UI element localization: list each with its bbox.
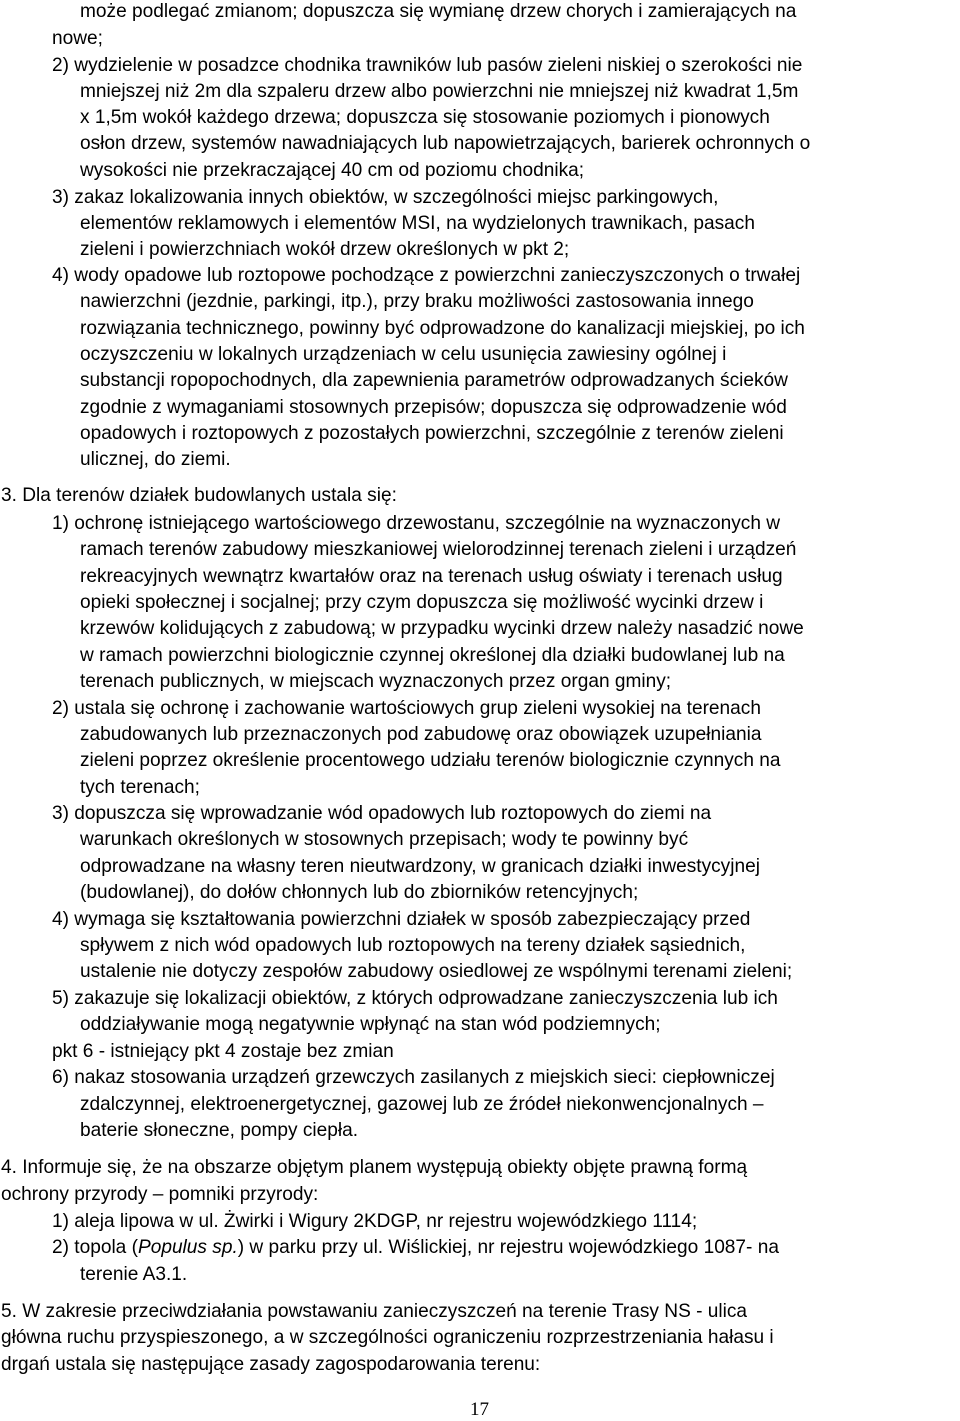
text-line: 2) ustala się ochronę i zachowanie wartościowych grup zieleni wysokiej na terenach (52, 698, 761, 719)
section-heading: 5. W zakresie przeciwdziałania powstawaniu zanieczyszczeń na terenie Trasy NS - ulica (1, 1301, 748, 1322)
text-line: 4) wymaga się kształtowania powierzchni działek w sposób zabezpieczający przed (52, 909, 751, 930)
text-line: odprowadzane na własny teren nieutwardzony, w granicach działki inwestycyjnej (80, 856, 760, 877)
text-line: rozwiązania technicznego, powinny być odprowadzone do kanalizacji miejskiej, po ich (80, 318, 805, 339)
text-line: zieleni poprzez określenie procentowego udziału terenów biologicznie czynnych na (80, 750, 781, 771)
text-line: x 1,5m wokół każdego drzewa; dopuszcza się stosowanie poziomych i pionowych (80, 107, 770, 128)
list-item-1: 1) aleja lipowa w ul. Żwirki i Wigury 2KDGP, nr rejestru wojewódzkiego 1114; (52, 1211, 698, 1232)
text-line: opieki społecznej i socjalnej; przy czym dopuszcza się możliwość wycinki drzew i (80, 592, 764, 613)
text-line: elementów reklamowych i elementów MSI, na wydzielonych trawnikach, pasach (80, 213, 755, 234)
text-run: ) w parku przy ul. Wiślickiej, nr rejestru wojewódzkiego 1087- na (237, 1237, 779, 1258)
text-line: ulicznej, do ziemi. (80, 449, 231, 470)
text-line: krzewów kolidujących z zabudową; w przypadku wycinki drzew należy nasadzić nowe (80, 618, 804, 639)
text-line: zabudowanych lub przeznaczonych pod zabudowę oraz obowiązek uzupełniania (80, 724, 762, 745)
text-line: terenach publicznych, w miejscach wyznaczonych przez organ gminy; (80, 671, 672, 692)
text-line: wysokości nie przekraczającej 40 cm od poziomu chodnika; (80, 160, 585, 181)
text-line: główna ruchu przyspieszonego, a w szczególności ograniczeniu rozprzestrzeniania hałasu i (1, 1327, 774, 1348)
section-heading: 3. Dla terenów działek budowlanych ustala się: (1, 485, 397, 506)
text-line: 3) dopuszcza się wprowadzanie wód opadowych lub roztopowych do ziemi na (52, 803, 712, 824)
text-line: opadowych i roztopowych z pozostałych powierzchni, szczególnie z terenów zieleni (80, 423, 784, 444)
text-line: drgań ustala się następujące zasady zagospodarowania terenu: (1, 1354, 541, 1375)
species-name: Populus sp. (137, 1237, 238, 1258)
text-line: ustalenie nie dotyczy zespołów zabudowy osiedlowej ze wspólnymi terenami zieleni; (80, 961, 793, 982)
text-line: mniejszej niż 2m dla szpaleru drzew albo powierzchni nie mniejszej niż kwadrat 1,5m (80, 81, 799, 102)
text-run: 2) topola ( (52, 1237, 138, 1258)
text-line: tych terenach; (80, 777, 200, 798)
text-line: oczyszczeniu w lokalnych urządzeniach w celu usunięcia zawiesiny ogólnej i (80, 344, 727, 365)
text-line: baterie słoneczne, pompy ciepła. (80, 1120, 359, 1141)
text-line: rekreacyjnych wewnątrz kwartałów oraz na terenach usług oświaty i terenach usług (80, 566, 783, 587)
text-line: 6) nakaz stosowania urządzeń grzewczych zasilanych z miejskich sieci: ciepłowniczej (52, 1067, 775, 1088)
text-line: (budowlanej), do dołów chłonnych lub do zbiorników retencyjnych; (80, 882, 639, 903)
text-line: ramach terenów zabudowy mieszkaniowej wielorodzinnej terenach zieleni i urządzeń (80, 539, 797, 560)
text-line: w ramach powierzchni biologicznie czynnej określonej dla działki budowlanej lub na (80, 645, 785, 666)
text-line: substancji ropopochodnych, dla zapewnienia parametrów odprowadzanych ścieków (80, 370, 788, 391)
text-line: spływem z nich wód opadowych lub roztopowych na tereny działek sąsiednich, (80, 935, 746, 956)
section-heading: 4. Informuje się, że na obszarze objętym planem występują obiekty objęte prawną formą (1, 1157, 748, 1178)
text-line: warunkach określonych w stosownych przepisach; wody te powinny być (80, 829, 689, 850)
text-line: 1) ochronę istniejącego wartościowego drzewostanu, szczególnie na wyznaczonych w (52, 513, 781, 534)
text-line: nawierzchni (jezdnie, parkingi, itp.), przy braku możliwości zastosowania innego (80, 291, 754, 312)
text-line: zdalczynnej, elektroenergetycznej, gazowej lub ze źródeł niekonwencjonalnych – (80, 1094, 764, 1115)
text-line: terenie A3.1. (80, 1264, 188, 1285)
text-line: 4) wody opadowe lub roztopowe pochodzące z powierzchni zanieczyszczonych o trwałej (52, 265, 801, 286)
amendment-note: pkt 6 - istniejący pkt 4 zostaje bez zmian (52, 1041, 394, 1062)
section-heading-cont: ochrony przyrody – pomniki przyrody: (1, 1184, 319, 1205)
text-line: 5) zakazuje się lokalizacji obiektów, z których odprowadzane zanieczyszczenia lub ich (52, 988, 778, 1009)
list-item-2 (52, 1237, 779, 1259)
text-line: 3) zakaz lokalizowania innych obiektów, w szczególności miejsc parkingowych, (52, 187, 719, 208)
text-line: może podlegać zmianom; dopuszcza się wymianę drzew chorych i zamierających na (80, 1, 797, 22)
text-line: oddziaływanie mogą negatywnie wpłynąć na stan wód podziemnych; (80, 1014, 661, 1035)
text-line: nowe; (52, 28, 103, 49)
text-line: zieleni i powierzchniach wokół drzew określonych w pkt 2; (80, 239, 570, 260)
text-line: 2) wydzielenie w posadzce chodnika trawników lub pasów zieleni niskiej o szerokości nie (52, 55, 803, 76)
page-number: 17 (470, 1399, 489, 1420)
text-line: zgodnie z wymaganiami stosownych przepisów; dopuszcza się odprowadzenie wód (80, 397, 787, 418)
text-line: osłon drzew, systemów nawadniających lub napowietrzających, barierek ochronnych o (80, 133, 811, 154)
